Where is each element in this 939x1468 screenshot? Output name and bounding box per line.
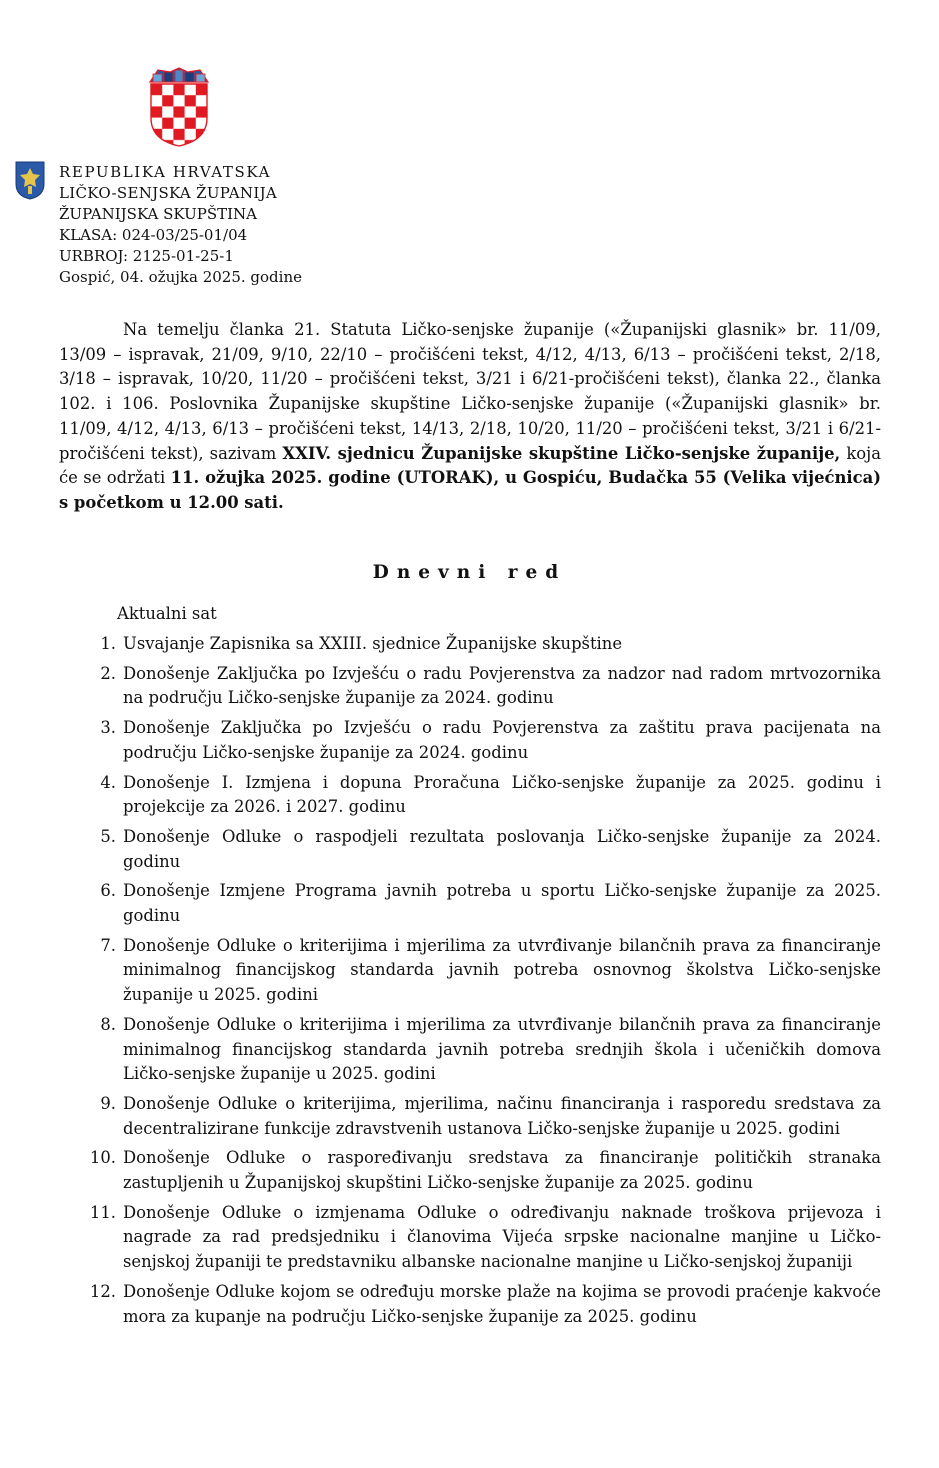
klasa-number: KLASA: 024-03/25-01/04 bbox=[59, 226, 248, 244]
agenda-item-number: 7. bbox=[100, 935, 116, 955]
agenda-item-number: 3. bbox=[100, 718, 116, 738]
agenda-list bbox=[78, 632, 881, 1334]
intro-text-2: koja će se održati bbox=[59, 443, 881, 488]
agenda-item bbox=[78, 1092, 881, 1141]
intro-bold-session: XXIV. sjednicu Županijske skupštine Ličko-senjske županije, bbox=[282, 443, 841, 463]
agenda-item-number: 4. bbox=[100, 772, 116, 792]
agenda-item bbox=[78, 1146, 881, 1195]
document-header bbox=[59, 162, 302, 288]
agenda-item bbox=[78, 771, 881, 820]
urbroj-number: URBROJ: 2125-01-25-1 bbox=[59, 247, 234, 265]
agenda-item-text: Donošenje Odluke o kriterijima, mjerilima, načinu financiranja i rasporedu sredstava za decentralizirane funkcije zdravstvenih ustanova Ličko-senjske županije u 2025. godini bbox=[123, 1093, 881, 1138]
agenda-item-number: 5. bbox=[100, 826, 116, 846]
aktualni-sat: Aktualni sat bbox=[117, 604, 217, 623]
agenda-item bbox=[78, 716, 881, 765]
agenda-item-number: 10. bbox=[89, 1148, 116, 1168]
agenda-title: Dnevni red bbox=[372, 562, 567, 583]
agenda-item-number: 12. bbox=[89, 1281, 116, 1301]
croatian-coat-of-arms-icon bbox=[148, 66, 210, 148]
assembly-name: ŽUPANIJSKA SKUPŠTINA bbox=[59, 205, 257, 223]
agenda-item bbox=[78, 1201, 881, 1275]
agenda-item bbox=[78, 662, 881, 711]
intro-paragraph bbox=[59, 318, 881, 516]
agenda-item bbox=[78, 1280, 881, 1329]
agenda-item-text: Donošenje I. Izmjena i dopuna Proračuna Ličko-senjske županije za 2025. godinu i projekcije za 2026. i 2027. godinu bbox=[123, 772, 881, 817]
agenda-item bbox=[78, 934, 881, 1008]
agenda-item-text: Donošenje Odluke o raspodjeli rezultata poslovanja Ličko-senjske županije za 2024. godinu bbox=[123, 826, 881, 871]
republic-name: REPUBLIKA HRVATSKA bbox=[59, 163, 272, 181]
intro-text-1: Na temelju članka 21. Statuta Ličko-senjske županije («Županijski glasnik» br. 11/09, 13/09 – ispravak, 21/09, 9/10, 22/10 – pročišćeni tekst, 4/12, 4/13, 6/13 – pročišćeni tekst, 2/18, 3/18 – ispravak, 10/20, 11/20 – pročišćeni tekst, 3/21 i 6/21-pročišćeni tekst), članka 22., članka 102. i 106. Poslovnika Županijske skupštine Ličko-senjske županije («Županijski glasnik» br. 11/09, 4/12, 4/13, 6/13 – pročišćeni tekst, 14/13, 2/18, 10/20, 11/20 – pročišćeni tekst, 3/21 i 6/21-pročišćeni tekst), sazivam bbox=[59, 320, 881, 463]
agenda-item-text: Donošenje Zaključka po Izvješću o radu Povjerenstva za zaštitu prava pacijenata na području Ličko-senjske županije za 2024. godinu bbox=[123, 718, 881, 762]
agenda-item-number: 6. bbox=[100, 881, 116, 901]
county-name: LIČKO-SENJSKA ŽUPANIJA bbox=[59, 184, 278, 202]
agenda-item-text: Donošenje Odluke kojom se određuju morske plaže na kojima se provodi praćenje kakvoće mora za kupanje na području Ličko-senjske županije za 2025. godinu bbox=[123, 1281, 881, 1326]
agenda-item-number: 11. bbox=[89, 1202, 116, 1222]
agenda-item-text: Donošenje Odluke o izmjenama Odluke o određivanju naknade troškova prijevoza i nagrade za rad predsjedniku i članovima Vijeća srpske nacionalne manjine u Ličko-senjskoj županiji te predstavniku albanske nacionalne manjine u Ličko-senjskoj županiji bbox=[123, 1202, 881, 1272]
agenda-item bbox=[78, 632, 881, 657]
agenda-item-number: 1. bbox=[100, 634, 116, 653]
agenda-item-text: Donošenje Odluke o raspoređivanju sredstava za financiranje političkih stranaka zastupljenih u Županijskoj skupštini Ličko-senjske županije za 2025. godinu bbox=[123, 1148, 881, 1193]
agenda-item-number: 8. bbox=[100, 1014, 116, 1034]
agenda-item-number: 2. bbox=[100, 663, 116, 683]
agenda-item-text: Donošenje Izmjene Programa javnih potreba u sportu Ličko-senjske županije za 2025. godinu bbox=[123, 881, 881, 926]
county-crest-icon bbox=[14, 160, 46, 200]
agenda-item-text: Donošenje Odluke o kriterijima i mjerilima za utvrđivanje bilančnih prava za financiranje minimalnog financijskog standarda javnih potreba osnovnog školstva Ličko-senjske županije u 2025. godini bbox=[123, 935, 881, 1005]
place-date: Gospić, 04. ožujka 2025. godine bbox=[59, 268, 302, 286]
agenda-item bbox=[78, 1013, 881, 1087]
agenda-item-text: Donošenje Odluke o kriterijima i mjerilima za utvrđivanje bilančnih prava za financiranje minimalnog financijskog standarda javnih potreba srednjih škola i učeničkih domova Ličko-senjske županije u 2025. godini bbox=[123, 1014, 881, 1084]
agenda-item-number: 9. bbox=[100, 1093, 116, 1113]
agenda-item-text: Usvajanje Zapisnika sa XXIII. sjednice Županijske skupštine bbox=[123, 634, 623, 653]
agenda-item bbox=[78, 879, 881, 928]
agenda-item-text: Donošenje Zaključka po Izvješću o radu Povjerenstva za nadzor nad radom mrtvozornika na području Ličko-senjske županije za 2024. godinu bbox=[123, 663, 881, 708]
intro-bold-datetime: 11. ožujka 2025. godine (UTORAK), u Gospiću, Budačka 55 (Velika vijećnica) s početkom u 12.00 sati. bbox=[59, 468, 881, 512]
agenda-item bbox=[78, 825, 881, 874]
